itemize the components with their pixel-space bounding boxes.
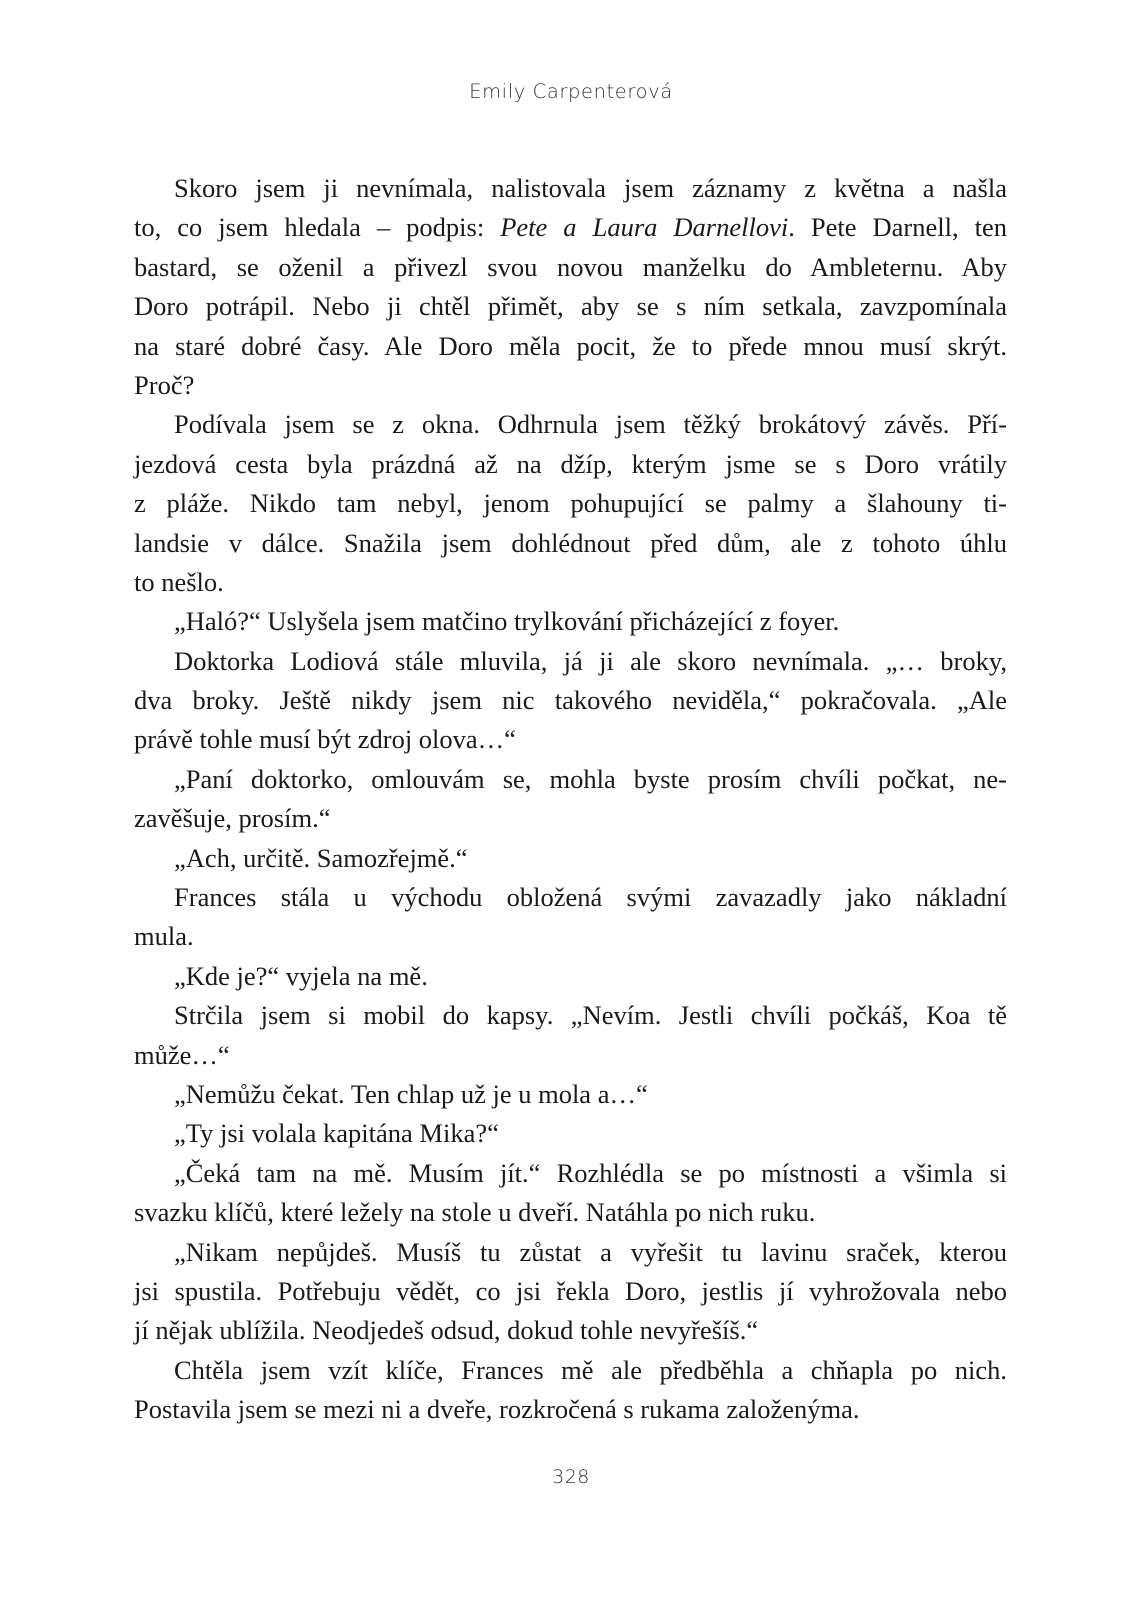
text-line: může…“: [134, 1039, 230, 1070]
text-line: „Haló?“ Uslyšela jsem matčino trylkování přicházející z foyer.: [174, 606, 840, 637]
text-line: „Kde je?“ vyjela na mě.: [174, 960, 428, 991]
text-line: landsie v dálce. Snažila jsem dohlédnout před dům, ale z tohoto úhlu: [134, 527, 1007, 558]
text-line: „Paní doktorko, omlouvám se, mohla byste prosím chvíli počkat, ne-: [174, 763, 1007, 794]
page-number: 328: [552, 1466, 590, 1488]
text-line: Skoro jsem ji nevnímala, nalistovala jsem záznamy z května a našla: [174, 173, 1007, 203]
text-line: Frances stála u východu obložená svými zavazadly jako nákladní: [174, 882, 1007, 913]
text-line: Doro potrápil. Nebo ji chtěl přimět, aby se s ním setkala, zavzpomínala: [134, 291, 1007, 322]
text-line: „Ty jsi volala kapitána Mika?“: [174, 1118, 499, 1149]
text-line: Strčila jsem si mobil do kapsy. „Nevím. Jestli chvíli počkáš, Koa tě: [174, 1000, 1007, 1031]
text-line: Proč?: [134, 369, 195, 400]
paragraph: [134, 1154, 1007, 1233]
text-line: jsi spustila. Potřebuju vědět, co jsi řekla Doro, jestlis jí vyhrožovala nebo: [134, 1275, 1007, 1306]
text-line: Postavila jsem se mezi ni a dveře, rozkročená s rukama založenýma.: [134, 1394, 860, 1425]
text-line: jezdová cesta byla prázdná až na džíp, kterým jsme se s Doro vrátily: [134, 448, 1007, 479]
text-line: Chtěla jsem vzít klíče, Frances mě ale předběhla a chňapla po nich.: [174, 1354, 1007, 1385]
text-line: „Ach, určitě. Samozřejmě.“: [174, 842, 468, 873]
text-line: právě tohle musí být zdroj olova…“: [134, 724, 516, 755]
text-line: bastard, se oženil a přivezl svou novou manželku do Ambleternu. Aby: [134, 251, 1007, 282]
body-text: [134, 169, 1007, 1430]
text-line: z pláže. Nikdo tam nebyl, jenom pohupující se palmy a šlahouny ti-: [134, 488, 1007, 519]
text-line: mula.: [134, 921, 194, 952]
paragraph: [134, 878, 1007, 957]
text-line: Doktorka Lodiová stále mluvila, já ji ale skoro nevnímala. „… broky,: [174, 645, 1007, 676]
text-line: svazku klíčů, které ležely na stole u dveří. Natáhla po nich ruku.: [134, 1197, 816, 1228]
paragraph: [134, 169, 1007, 405]
paragraph: [134, 1114, 1007, 1153]
text-line: [134, 208, 1007, 247]
text-line: „Nemůžu čekat. Ten chlap už je u mola a…“: [174, 1078, 648, 1109]
paragraph: [134, 1233, 1007, 1351]
text-line: „Nikam nepůjdeš. Musíš tu zůstat a vyřešit tu lavinu sraček, kterou: [174, 1236, 1007, 1267]
paragraph: [134, 760, 1007, 839]
running-head-author: Emily Carpenterová: [469, 80, 673, 103]
paragraph: [134, 1351, 1007, 1430]
paragraph: [134, 602, 1007, 641]
italic-text-run: Pete a Laura Darnellovi: [500, 212, 789, 243]
paragraph: [134, 839, 1007, 878]
text-run: . Pete Darnell, ten: [788, 212, 1007, 243]
text-line: dva broky. Ještě nikdy jsem nic takového neviděla,“ pokračovala. „Ale: [134, 685, 1007, 716]
paragraph: [134, 405, 1007, 602]
text-line: Podívala jsem se z okna. Odhrnula jsem těžký brokátový závěs. Pří-: [174, 409, 1007, 440]
text-line: zavěšuje, prosím.“: [134, 803, 331, 834]
text-line: „Čeká tam na mě. Musím jít.“ Rozhlédla se po místnosti a všimla si: [174, 1157, 1007, 1188]
text-line: jí nějak ublížila. Neodjedeš odsud, dokud tohle nevyřešíš.“: [134, 1315, 759, 1346]
text-line: to nešlo.: [134, 566, 224, 597]
paragraph: [134, 957, 1007, 996]
paragraph: [134, 1075, 1007, 1114]
paragraph: [134, 996, 1007, 1075]
text-line: na staré dobré časy. Ale Doro měla pocit, že to přede mnou musí skrýt.: [134, 330, 1007, 361]
paragraph: [134, 642, 1007, 760]
text-run: to, co jsem hledala – podpis:: [134, 212, 501, 243]
